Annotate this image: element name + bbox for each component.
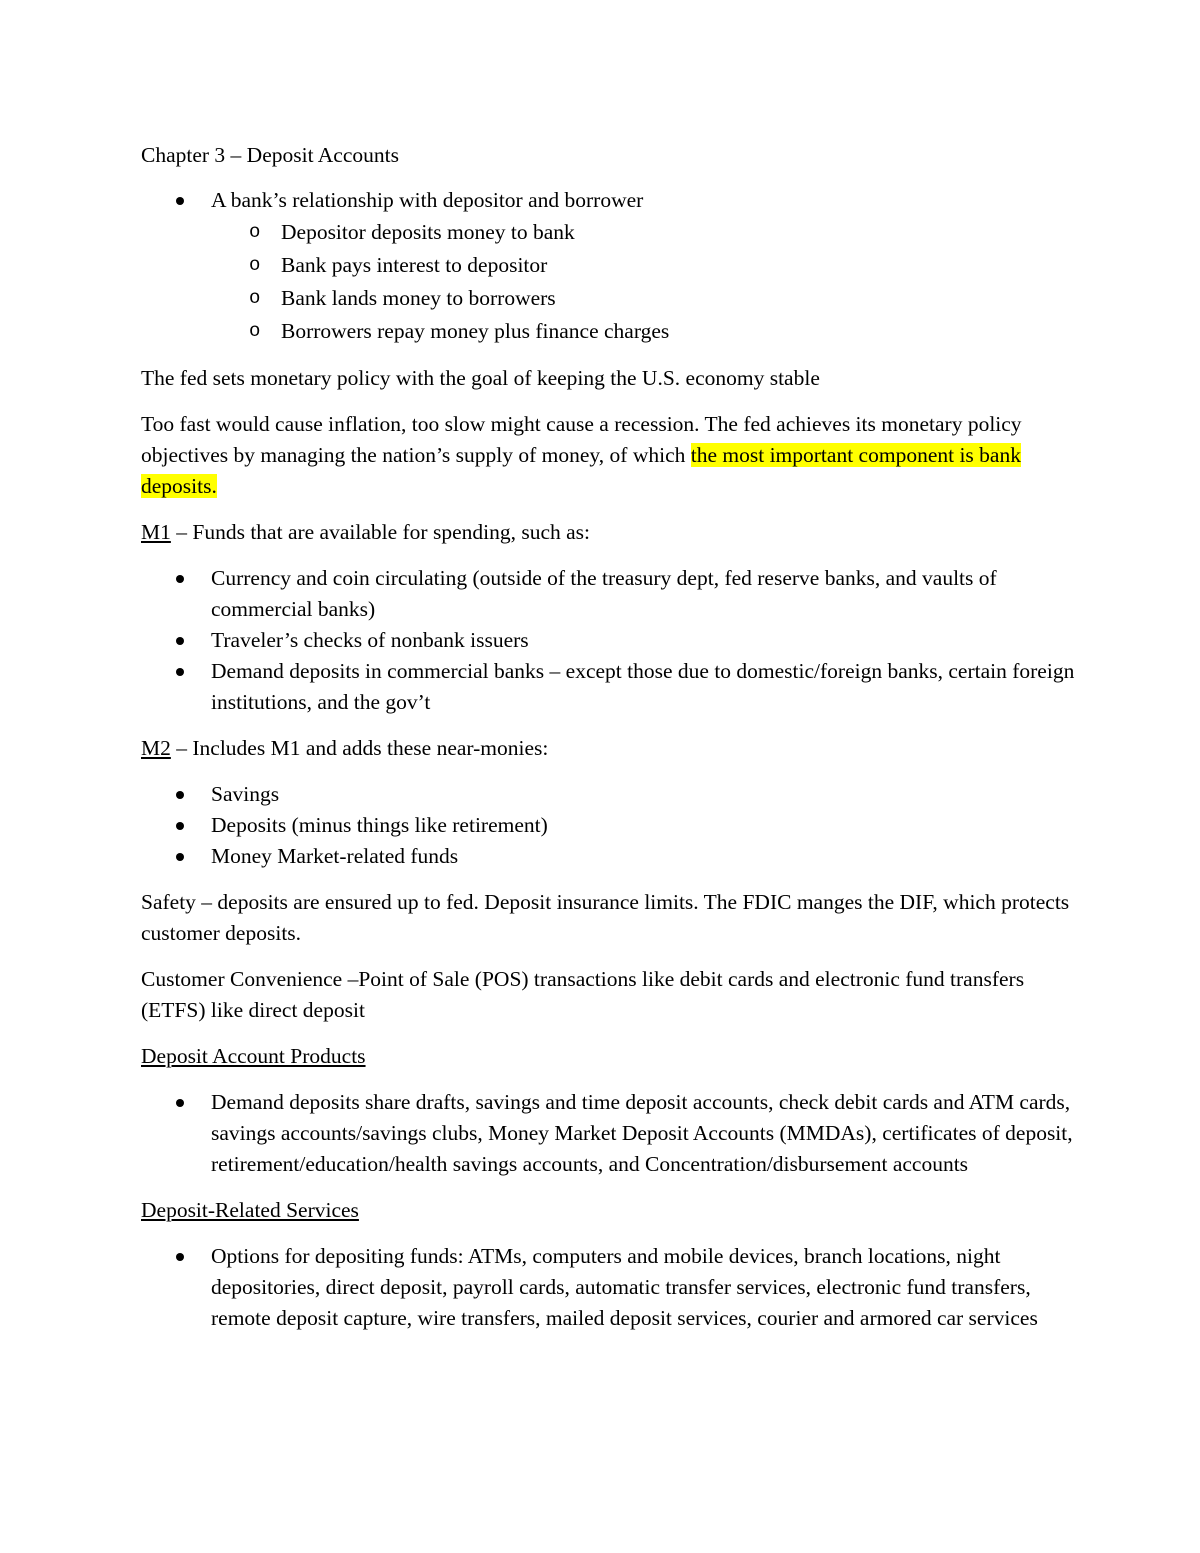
list-item: Traveler’s checks of nonbank issuers (141, 625, 1076, 656)
fed-paragraph: The fed sets monetary policy with the goal of keeping the U.S. economy stable (141, 366, 820, 390)
list-item: o Borrowers repay money plus finance charges (141, 315, 1076, 348)
products-list (141, 1087, 1076, 1180)
m2-label: M2 (141, 736, 171, 760)
inflation-paragraph (141, 409, 1076, 502)
list-item: o Depositor deposits money to bank (141, 216, 1076, 249)
m1-heading (141, 517, 1076, 548)
list-item: o Bank pays interest to depositor (141, 249, 1076, 282)
m1-label: M1 (141, 520, 171, 544)
services-list (141, 1241, 1076, 1334)
relationship-list (141, 185, 1076, 348)
list-item (141, 185, 1076, 348)
list-item: o Bank lands money to borrowers (141, 282, 1076, 315)
m1-list (141, 563, 1076, 718)
list-item: Demand deposits in commercial banks – except those due to domestic/foreign banks, certain foreign institutions, and the gov’t (141, 656, 1076, 718)
list-item: Options for depositing funds: ATMs, computers and mobile devices, branch locations, night depositories, direct deposit, payroll cards, automatic transfer services, electronic fund transfers, remote deposit capture, wire transfers, mailed deposit services, courier and armored car services (141, 1241, 1076, 1334)
safety-paragraph: Safety – deposits are ensured up to fed. Deposit insurance limits. The FDIC manges the DIF, which protects customer deposits. (141, 890, 1070, 945)
document-page (141, 140, 1076, 1349)
chapter-title: Chapter 3 – Deposit Accounts (141, 143, 399, 167)
relationship-steps (141, 216, 1076, 348)
products-heading: Deposit Account Products (141, 1044, 366, 1068)
m2-description: – Includes M1 and adds these near-monies: (170, 736, 549, 760)
m2-list (141, 779, 1076, 872)
services-heading: Deposit-Related Services (141, 1198, 359, 1222)
list-item: Deposits (minus things like retirement) (141, 810, 1076, 841)
m1-description: – Funds that are available for spending, such as: (170, 520, 591, 544)
highlighted-text: the most important component is bank deposits. (141, 443, 1021, 498)
list-item: Savings (141, 779, 1076, 810)
m2-heading (141, 733, 1076, 764)
list-item: Currency and coin circulating (outside of the treasury dept, fed reserve banks, and vaults of commercial banks) (141, 563, 1076, 625)
list-item: Money Market-related funds (141, 841, 1076, 872)
inflation-text: Too fast would cause inflation, too slow might cause a recession. The fed achieves its monetary policy objectives by managing the nation’s supply of money, of which (141, 412, 1022, 467)
list-item: Demand deposits share drafts, savings and time deposit accounts, check debit cards and ATM cards, savings accounts/savings clubs, Money Market Deposit Accounts (MMDAs), certificates of deposit, retirement/education/health savings accounts, and Concentration/disbursement accounts (141, 1087, 1076, 1180)
relationship-main: A bank’s relationship with depositor and borrower (211, 188, 644, 212)
convenience-paragraph: Customer Convenience –Point of Sale (POS) transactions like debit cards and electronic fund transfers (ETFS) like direct deposit (141, 967, 1025, 1022)
